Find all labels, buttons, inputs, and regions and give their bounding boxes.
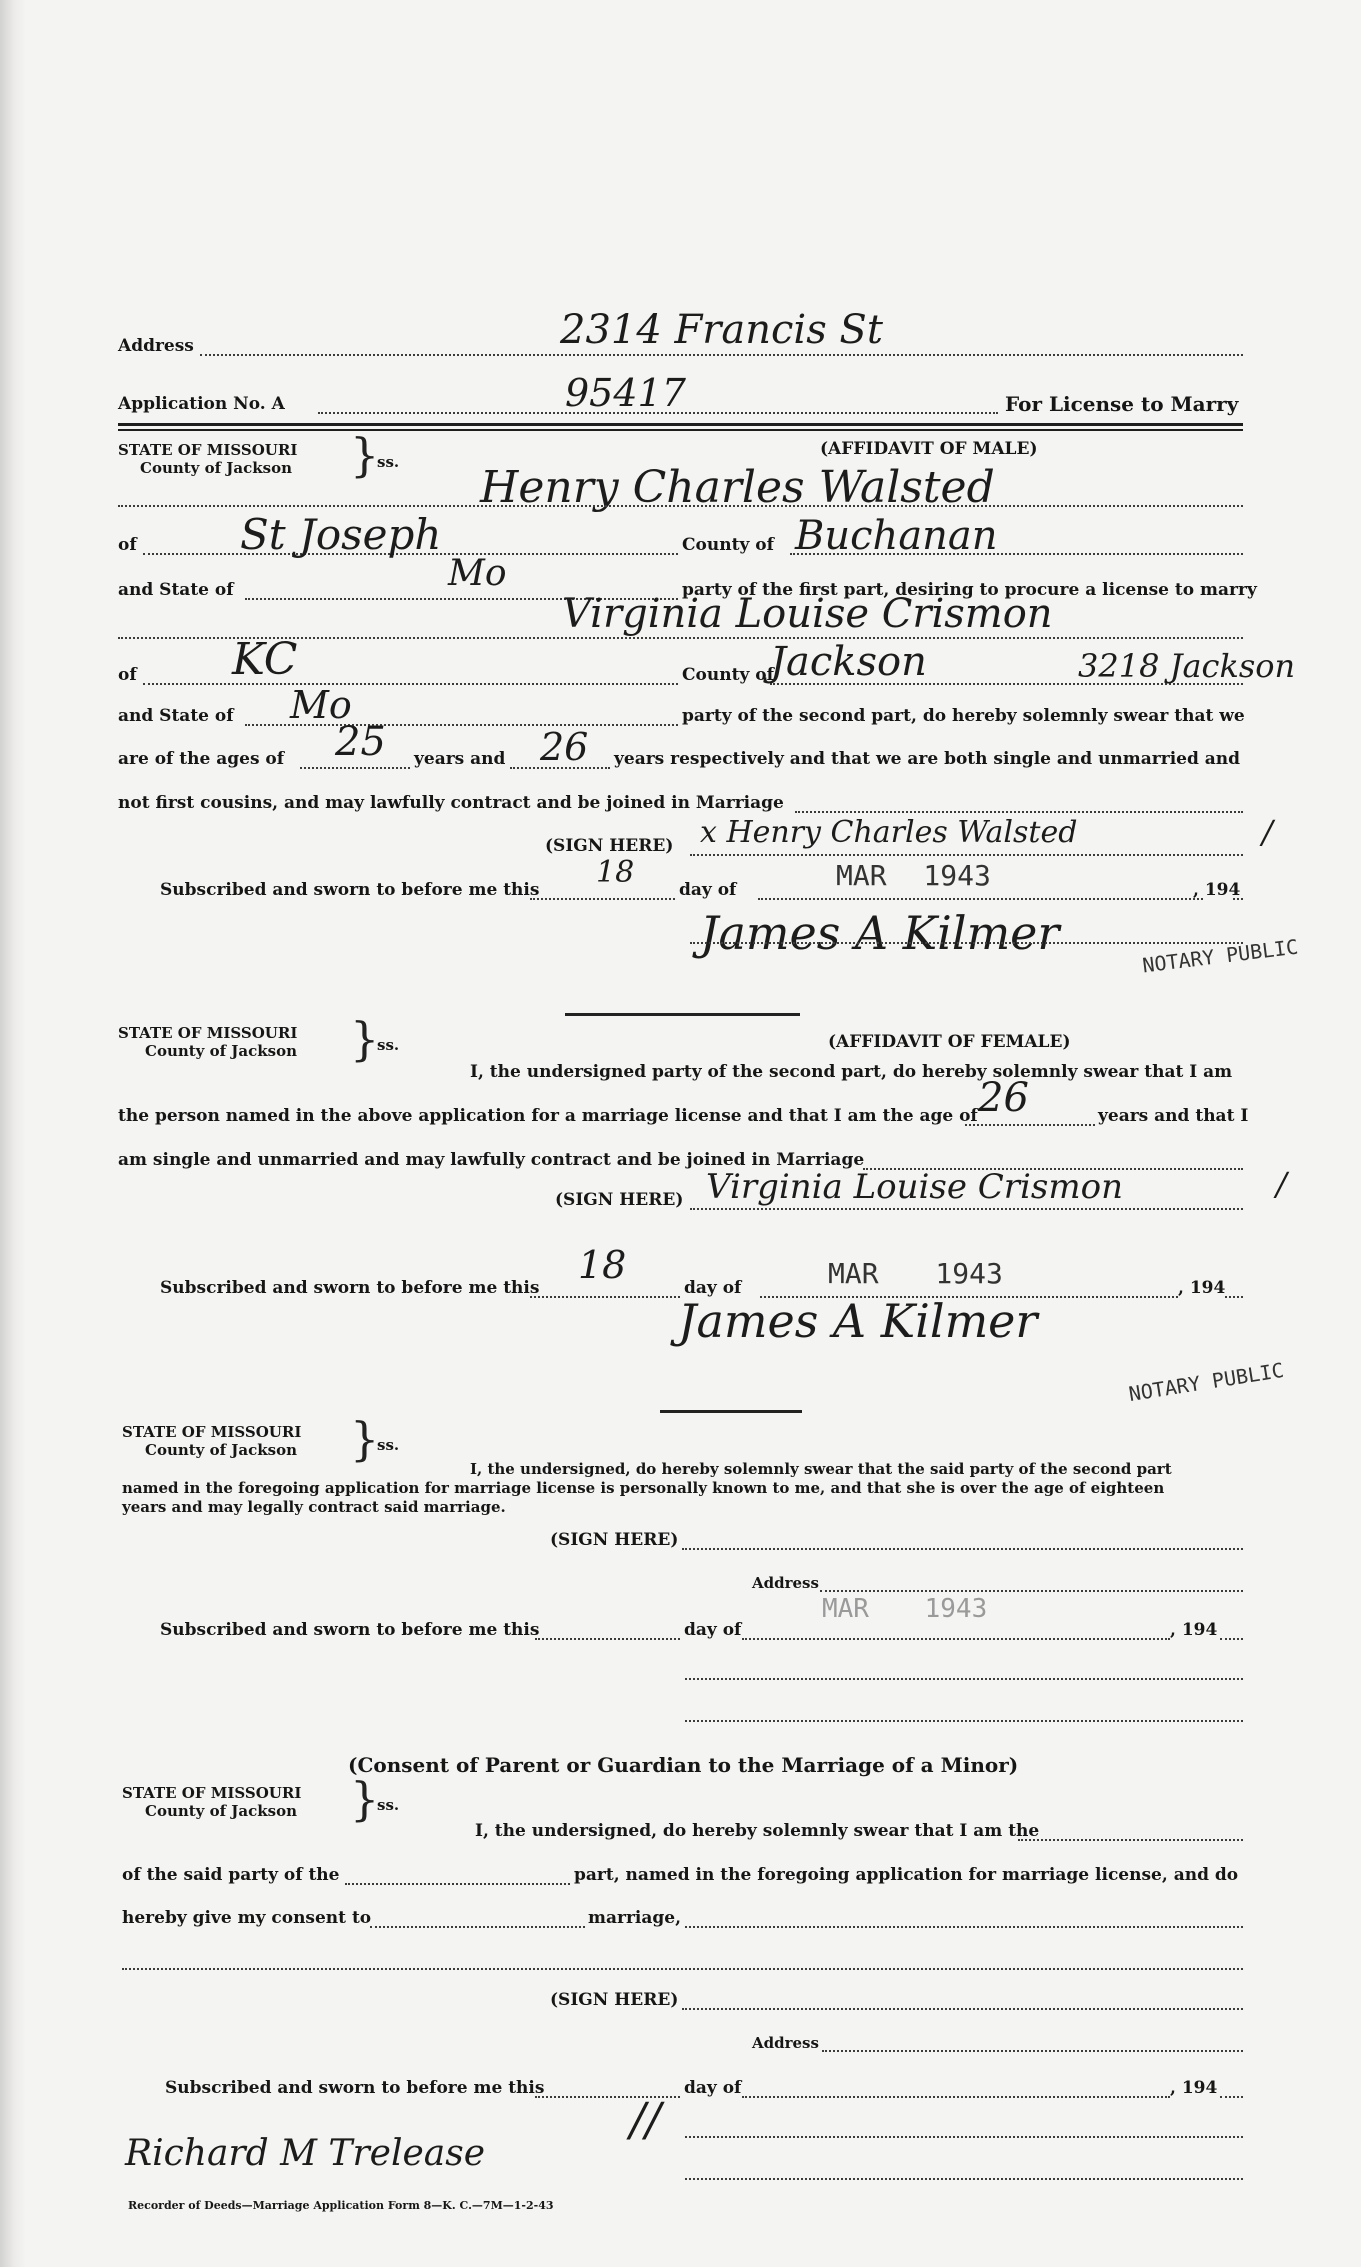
state-label: STATE OF MISSOURI: [118, 441, 298, 459]
application-number-label: Application No. A: [118, 394, 285, 414]
consent-year-suffix: , 194: [1170, 2078, 1218, 2098]
bride-county-label: County of: [682, 665, 774, 685]
witness-ss-label: ss.: [377, 1436, 400, 1454]
witness-year-suffix: , 194: [1170, 1620, 1218, 1640]
bride-age: 26: [540, 725, 589, 769]
female-state-brace: }: [350, 1012, 380, 1066]
female-sworn-text: Subscribed and sworn to before me this: [160, 1278, 540, 1298]
witness-address-label: Address: [752, 1574, 819, 1592]
female-day-of-label: day of: [684, 1278, 742, 1298]
male-day: 18: [596, 855, 635, 890]
witness-line-3: years and may legally contract said marriage.: [122, 1498, 506, 1516]
age-1-line: [300, 767, 410, 769]
groom-check-mark: /: [1262, 813, 1273, 851]
female-age: 26: [978, 1075, 1029, 1121]
ages-suffix: years respectively and that we are both single and unmarried and: [614, 749, 1241, 769]
license-to-marry-label: For License to Marry: [1005, 392, 1239, 416]
consent-month-line: [742, 2096, 1170, 2098]
consent-title: (Consent of Parent or Guardian to the Marriage of a Minor): [348, 1753, 1019, 1777]
bride-name: Virginia Louise Crismon: [562, 591, 1053, 637]
male-day-of-label: day of: [679, 880, 737, 900]
male-year-suffix: , 194: [1193, 880, 1241, 900]
consent-state-brace: }: [350, 1772, 380, 1826]
bride-street: 3218 Jackson: [1078, 647, 1296, 685]
consent-line-3-suffix: marriage,: [588, 1908, 682, 1928]
female-line-1: I, the undersigned party of the second part, do hereby solemnly swear that I am: [470, 1062, 1233, 1082]
bride-of-label: of: [118, 665, 137, 685]
female-state-label: STATE OF MISSOURI: [118, 1024, 298, 1042]
witness-date-stamp: MAR 1943: [822, 1594, 988, 1624]
cousins-line: [795, 811, 1243, 813]
witness-county-label: County of Jackson: [145, 1441, 297, 1459]
witness-address-line: [820, 1590, 1243, 1592]
consent-sworn-text: Subscribed and sworn to before me this: [165, 2078, 545, 2098]
groom-signature-line: [690, 854, 1243, 856]
recorder-signature: Richard M Trelease: [125, 2133, 486, 2174]
groom-age: 25: [335, 719, 386, 765]
female-line-3: am single and unmarried and may lawfully contract and be joined in Marriage: [118, 1150, 865, 1170]
female-ss-label: ss.: [377, 1036, 400, 1054]
first-part-text: party of the first part, desiring to procure a license to marry: [682, 580, 1257, 600]
affidavit-male-title: (AFFIDAVIT OF MALE): [820, 439, 1038, 459]
consent-line-2-prefix: of the said party of the: [122, 1865, 340, 1885]
years-and-label: years and: [414, 749, 506, 769]
consent-relation-line: [1018, 1839, 1243, 1841]
female-county-label: County of Jackson: [145, 1042, 297, 1060]
female-check-mark: /: [1276, 1165, 1287, 1203]
male-notary-line: [690, 942, 1243, 944]
male-sworn-text: Subscribed and sworn to before me this: [160, 880, 540, 900]
groom-name: Henry Charles Walsted: [480, 462, 995, 513]
groom-of-label: of: [118, 535, 137, 555]
header-rule-bottom: [118, 429, 1243, 431]
consent-ss-label: ss.: [377, 1796, 400, 1814]
female-date-stamp: MAR 1943: [828, 1257, 1003, 1290]
male-day-line: [530, 898, 675, 900]
address-label: Address: [118, 336, 194, 356]
groom-county: Buchanan: [795, 513, 998, 559]
witness-day-of-label: day of: [684, 1620, 742, 1640]
witness-line-1: I, the undersigned, do hereby solemnly swear that the said party of the second part: [470, 1460, 1172, 1478]
cousins-text: not first cousins, and may lawfully contract and be joined in Marriage: [118, 793, 784, 813]
witness-month-line: [742, 1638, 1170, 1640]
ss-label: ss.: [377, 453, 400, 471]
section-divider-2: [660, 1410, 802, 1413]
section-divider-1: [565, 1013, 800, 1016]
male-date-stamp: MAR 1943: [836, 859, 991, 892]
female-age-line: [965, 1124, 1095, 1126]
female-sign-here-label: (SIGN HERE): [555, 1190, 684, 1210]
county-label: County of Jackson: [140, 459, 292, 477]
groom-state: Mo: [448, 553, 507, 594]
consent-day-of-label: day of: [684, 2078, 742, 2098]
address-line: [200, 354, 1243, 356]
witness-day-line: [535, 1638, 680, 1640]
consent-line-1: I, the undersigned, do hereby solemnly swear that I am the: [475, 1821, 1040, 1841]
witness-line-2: named in the foregoing application for marriage license is personally known to me, and that she is over the age of eighteen: [122, 1479, 1165, 1497]
consent-year-line: [1220, 2096, 1243, 2098]
ages-prefix: are of the ages of: [118, 749, 285, 769]
groom-sign-here-label: (SIGN HERE): [545, 836, 674, 856]
male-year-line: [1233, 898, 1243, 900]
consent-line-3-prefix: hereby give my consent to: [122, 1908, 372, 1928]
male-notary-stamp: NOTARY PUBLIC: [1141, 934, 1300, 978]
female-line-2-prefix: the person named in the above application for a marriage license and that I am the age of: [118, 1106, 978, 1126]
consent-extra-line-1: [685, 2136, 1243, 2138]
consent-sign-here-label: (SIGN HERE): [550, 1990, 679, 2010]
consent-line-2-suffix: part, named in the foregoing application for marriage license, and do: [574, 1865, 1239, 1885]
consent-address-line: [822, 2050, 1243, 2052]
second-part-text: party of the second part, do hereby solemnly swear that we: [682, 706, 1245, 726]
bride-county: Jackson: [770, 639, 927, 685]
groom-county-label: County of: [682, 535, 774, 555]
witness-extra-line-2: [685, 1720, 1243, 1722]
witness-sign-here-label: (SIGN HERE): [550, 1530, 679, 1550]
witness-sworn-text: Subscribed and sworn to before me this: [160, 1620, 540, 1640]
affidavit-female-title: (AFFIDAVIT OF FEMALE): [828, 1032, 1071, 1052]
witness-state-brace: }: [350, 1412, 380, 1466]
form-number-text: Recorder of Deeds—Marriage Application Form 8—K. C.—7M—1-2-43: [128, 2199, 554, 2212]
female-year-suffix: , 194: [1178, 1278, 1226, 1298]
consent-part-line: [345, 1883, 570, 1885]
female-signature: Virginia Louise Crismon: [706, 1167, 1123, 1207]
male-notary-signature: James A Kilmer: [700, 906, 1060, 960]
consent-extra-line-2: [685, 2178, 1243, 2180]
groom-city: St Joseph: [240, 510, 442, 559]
witness-year-line: [1220, 1638, 1243, 1640]
consent-state-label: STATE OF MISSOURI: [122, 1784, 302, 1802]
witness-signature-line: [682, 1548, 1243, 1550]
bride-city: KC: [232, 634, 298, 685]
female-line-2-suffix: years and that I: [1098, 1106, 1249, 1126]
consent-extra-line: [122, 1968, 1243, 1970]
bride-state-label: and State of: [118, 706, 234, 726]
groom-name-line: [118, 505, 1243, 507]
female-notary-stamp: NOTARY PUBLIC: [1127, 1357, 1286, 1407]
recorder-mark: //: [630, 2092, 661, 2146]
application-number-value: 95417: [565, 371, 686, 415]
consent-county-label: County of Jackson: [145, 1802, 297, 1820]
female-year-line: [1225, 1296, 1243, 1298]
witness-state-label: STATE OF MISSOURI: [122, 1423, 302, 1441]
bride-state: Mo: [290, 683, 352, 727]
female-day-line: [530, 1296, 680, 1298]
consent-line-3-dots: [685, 1926, 1243, 1928]
witness-extra-line-1: [685, 1678, 1243, 1680]
male-month-line: [758, 898, 1203, 900]
consent-name-line: [370, 1926, 585, 1928]
groom-state-label: and State of: [118, 580, 234, 600]
consent-signature-line: [682, 2008, 1243, 2010]
female-signature-line: [690, 1208, 1243, 1210]
consent-address-label: Address: [752, 2034, 819, 2052]
state-brace: }: [350, 428, 380, 482]
header-rule-top: [118, 423, 1243, 426]
scan-edge-shadow: [0, 0, 26, 2267]
female-day: 18: [578, 1243, 627, 1287]
address-value: 2314 Francis St: [560, 307, 883, 353]
bride-city-line: [143, 683, 678, 685]
groom-signature: x Henry Charles Walsted: [700, 815, 1078, 850]
female-notary-signature: James A Kilmer: [678, 1294, 1038, 1348]
